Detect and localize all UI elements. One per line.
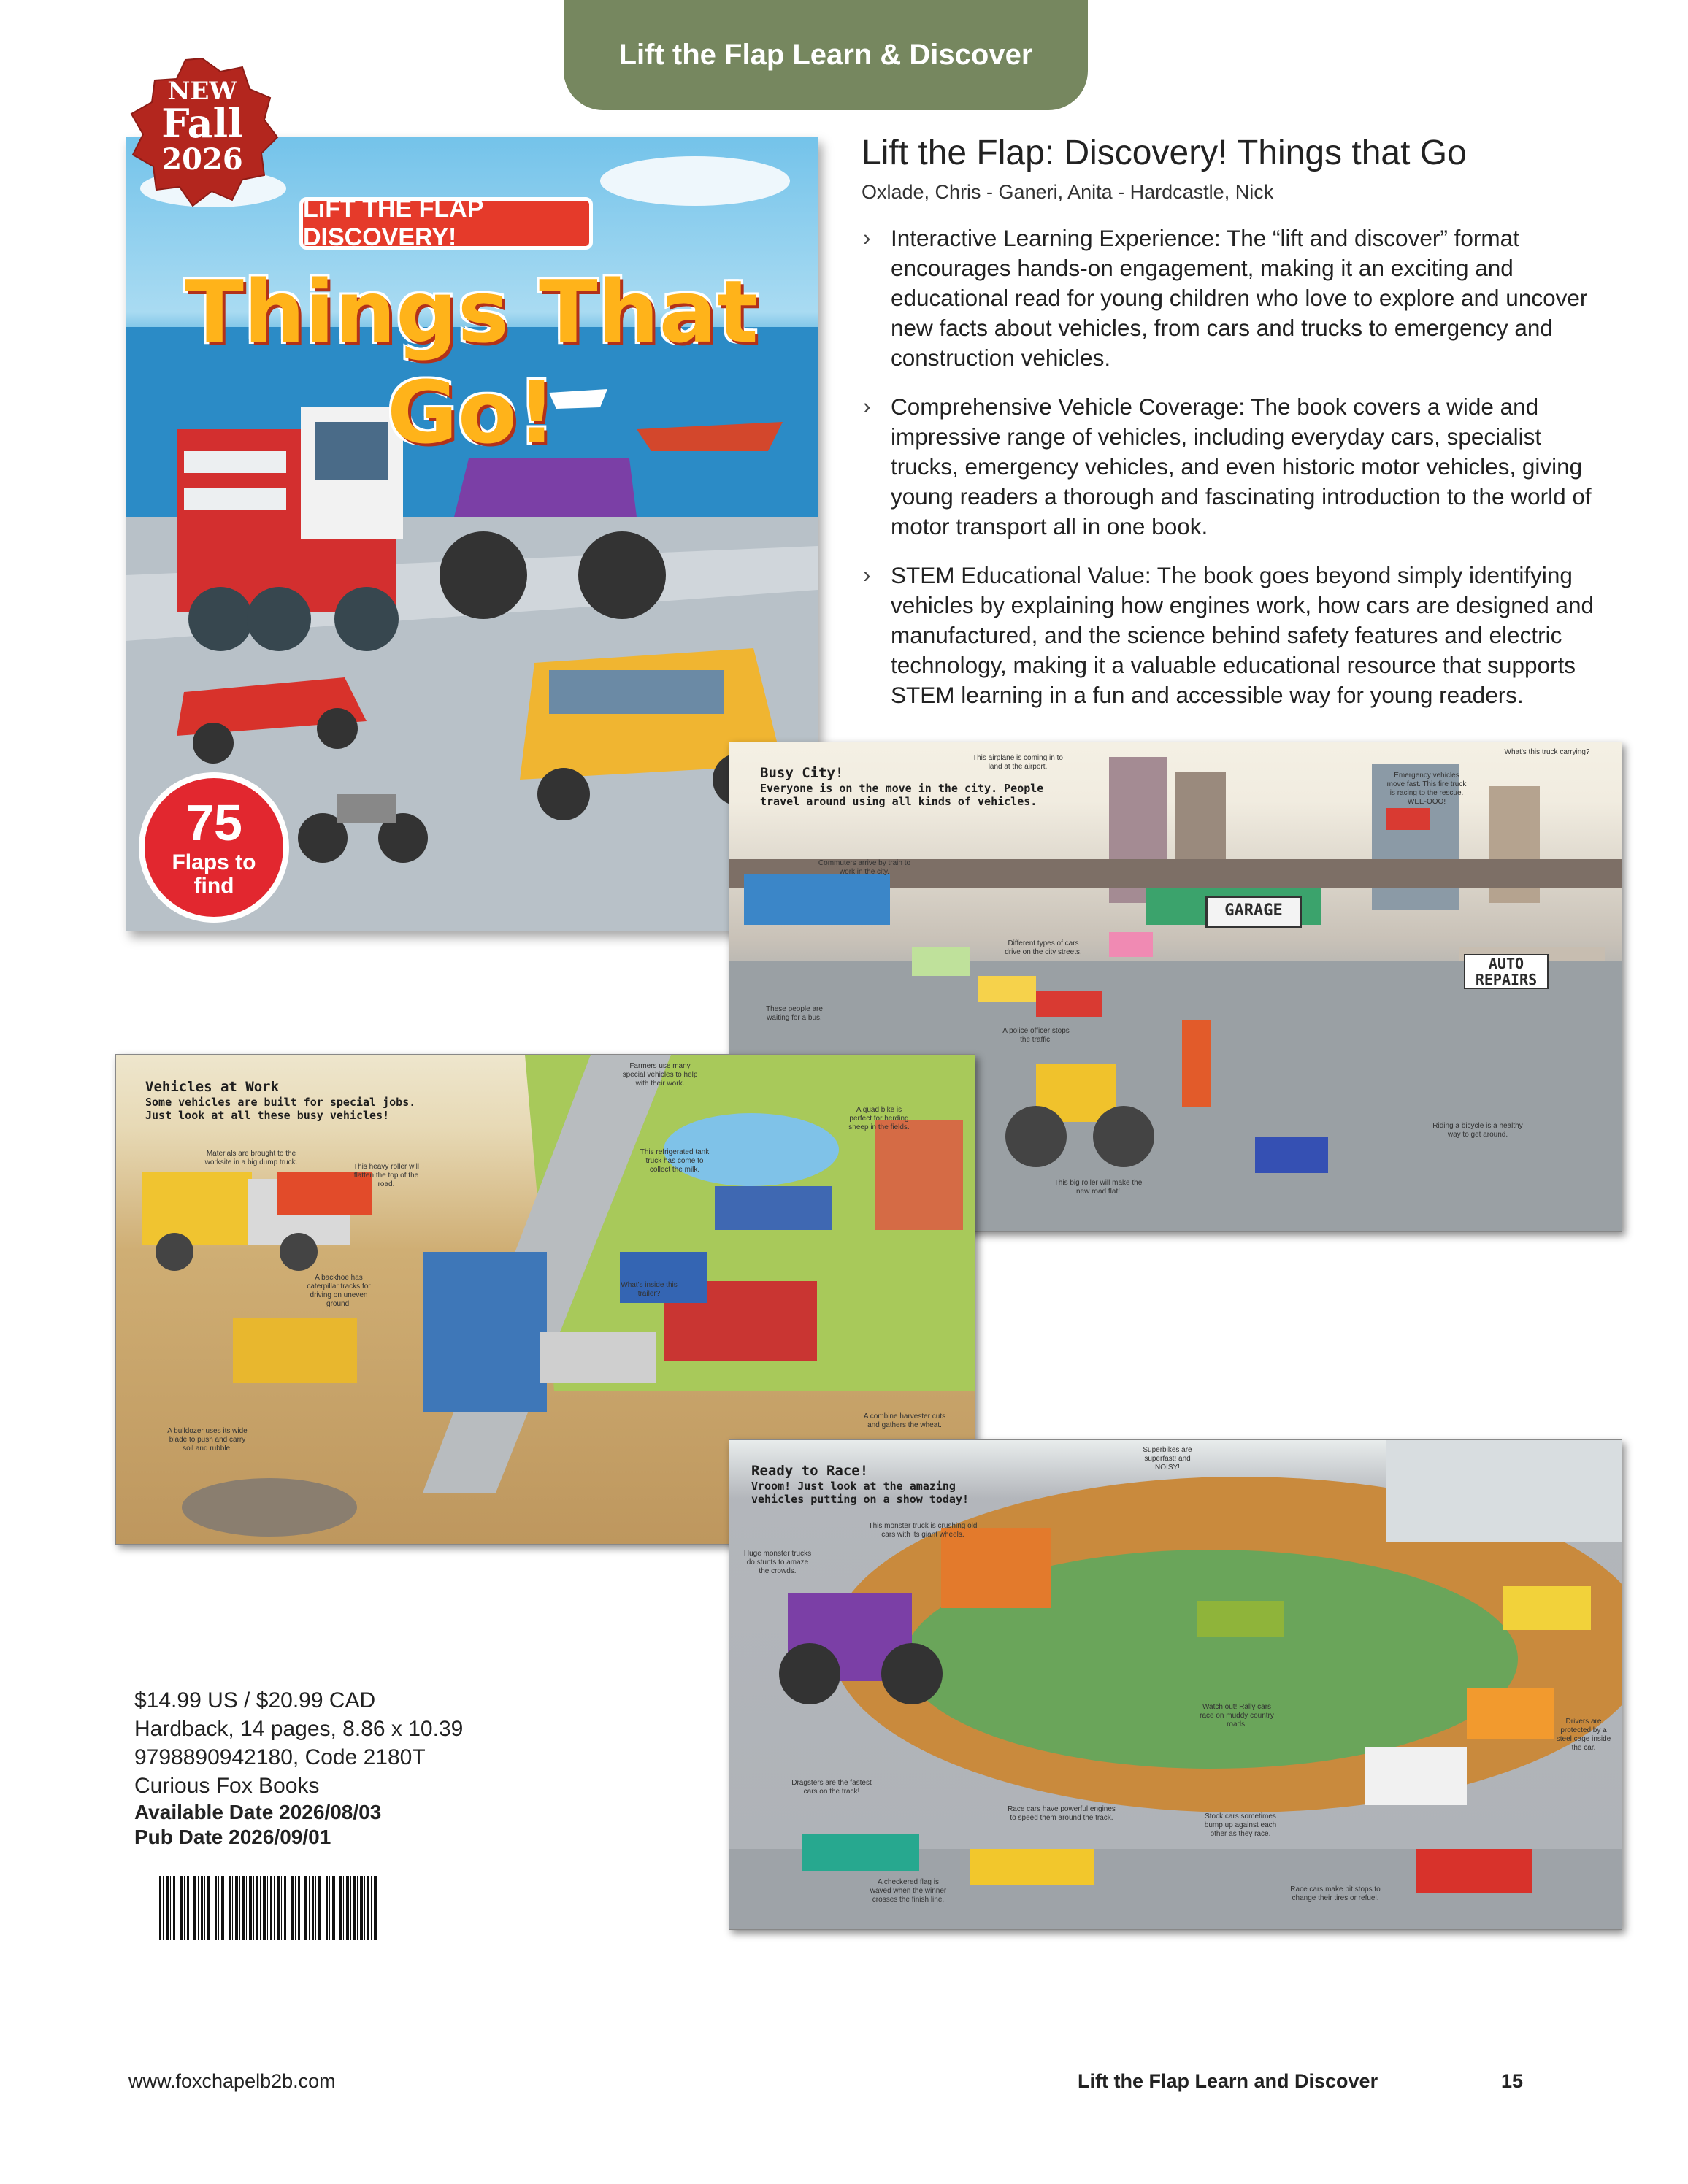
publisher-text: Curious Fox Books: [134, 1774, 320, 1798]
series-logo: LiFT THE FLAP DISCOVERY!: [299, 197, 593, 250]
cover-title: Things That Go!: [185, 261, 759, 463]
flaps-text-1: Flaps to: [172, 850, 256, 874]
race-subheading-2: vehicles putting on a show today!: [751, 1493, 970, 1506]
city-subheading-1: Everyone is on the move in the city. People: [760, 782, 1044, 795]
caption: Commuters arrive by train to work in the city.: [818, 859, 911, 876]
caption: Dragsters are the fastest cars on the track!: [791, 1779, 872, 1796]
badge-fall-text: Fall: [161, 100, 243, 147]
flaps-badge: [139, 772, 289, 923]
caption: Superbikes are superfast! and NOISY!: [1143, 1446, 1192, 1472]
caption: A backhoe has caterpillar tracks for driving on uneven ground.: [307, 1274, 371, 1308]
caption: Stock cars sometimes bump up against each other as they race.: [1204, 1812, 1277, 1838]
footer-section: Lift the Flap Learn and Discover: [1078, 2070, 1378, 2092]
barcode-image: [159, 1876, 378, 1940]
work-heading-title: Vehicles at Work: [145, 1079, 280, 1095]
caption: Different types of cars drive on the city streets.: [1005, 939, 1082, 956]
caption: A combine harvester cuts and gathers the wheat.: [863, 1412, 946, 1429]
product-details: [134, 1686, 463, 1850]
work-subheading-2: Just look at all these busy vehicles!: [145, 1109, 390, 1122]
caption: A checkered flag is waved when the winner crosses the finish line.: [870, 1878, 947, 1904]
feature-item: › Interactive Learning Experience: The “lift and discover” format encourages hands-on engagement, making it an exciting and educational read for young children who love to explore and uncover new facts about vehicles, from cars and trucks to emergency and construction vehicles.: [862, 223, 1606, 373]
caption: Farmers use many special vehicles to help with their work.: [622, 1062, 698, 1088]
caption: These people are waiting for a bus.: [766, 1005, 823, 1022]
race-heading: [751, 1462, 969, 1506]
city-subheading-2: travel around using all kinds of vehicles.: [760, 795, 1037, 808]
caption: Riding a bicycle is a healthy way to get around.: [1432, 1122, 1523, 1139]
caption: This monster truck is crushing old cars with its giant wheels.: [868, 1522, 978, 1539]
work-heading: [145, 1078, 415, 1122]
book-cover-image: [126, 137, 818, 931]
race-heading-title: Ready to Race!: [751, 1463, 869, 1479]
city-heading-title: Busy City!: [760, 765, 844, 781]
new-fall-badge: [126, 55, 279, 209]
caption: Materials are brought to the worksite in a big dump truck.: [204, 1150, 298, 1166]
caption: Race cars make pit stops to change their tires or refuel.: [1290, 1885, 1381, 1902]
caption: Watch out! Rally cars race on muddy country roads.: [1200, 1703, 1274, 1729]
badge-year-text: 2026: [161, 142, 243, 177]
race-subheading-1: Vroom! Just look at the amazing: [751, 1480, 956, 1493]
caption: This heavy roller will flatten the top of the road.: [353, 1163, 420, 1188]
feature-list: [862, 223, 1606, 729]
pub-date: Pub Date 2026/09/01: [134, 1826, 331, 1848]
available-date: Available Date 2026/08/03: [134, 1801, 382, 1823]
caption: A bulldozer uses its wide blade to push and carry soil and rubble.: [167, 1427, 248, 1453]
section-tab-label: Lift the Flap Learn & Discover: [618, 39, 1033, 71]
auto-repairs-line-1: AUTO: [1488, 955, 1524, 972]
flaps-count: 75: [185, 794, 242, 851]
auto-repairs-sign: [1464, 954, 1549, 989]
footer-url[interactable]: www.foxchapelb2b.com: [128, 2070, 336, 2092]
caption: Drivers are protected by a steel cage inside the car.: [1556, 1718, 1611, 1752]
caption: Emergency vehicles move fast. This fire truck is racing to the rescue. WEE-OOO!: [1386, 772, 1467, 806]
auto-repairs-line-2: REPAIRS: [1475, 971, 1538, 988]
caption: This refrigerated tank truck has come to collect the milk.: [640, 1148, 710, 1174]
book-title: Lift the Flap: Discovery! Things that Go: [862, 134, 1467, 172]
page-number: 15: [1501, 2070, 1524, 2092]
feature-item: › Comprehensive Vehicle Coverage: The book covers a wide and impressive range of vehicles, including everyday cars, specialist trucks, emergency vehicles, and even historic motor vehicles, giving young readers a thorough and fascinating introduction to the world of motor transport all in one book.: [862, 392, 1606, 542]
garage-sign: GARAGE: [1205, 896, 1302, 928]
price-text: $14.99 US / $20.99 CAD: [134, 1688, 376, 1712]
book-authors: Oxlade, Chris - Ganeri, Anita - Hardcastle, Nick: [862, 181, 1274, 203]
caption: This airplane is coming in to land at the airport.: [972, 754, 1063, 771]
work-subheading-1: Some vehicles are built for special jobs.: [145, 1096, 416, 1109]
caption: What's inside this trailer?: [621, 1281, 678, 1298]
flaps-text-2: find: [193, 874, 234, 898]
caption: Race cars have powerful engines to speed them around the track.: [1008, 1805, 1116, 1822]
caption: This big roller will make the new road flat!: [1054, 1179, 1143, 1196]
caption: Huge monster trucks do stunts to amaze the crowds.: [743, 1550, 812, 1575]
caption: A quad bike is perfect for herding sheep in the fields.: [848, 1106, 910, 1131]
race-illustration: [729, 1440, 1622, 1929]
caption: What's this truck carrying?: [1504, 748, 1590, 756]
format-text: Hardback, 14 pages, 8.86 x 10.39: [134, 1717, 464, 1741]
feature-item: › STEM Educational Value: The book goes beyond simply identifying vehicles by explaining how engines work, how cars are designed and manufactured, and the science behind safety features and electric technology, making it a valuable educational resource that supports STEM learning in a fun and accessible way for young readers.: [862, 561, 1606, 710]
badge-new-text: NEW: [167, 77, 237, 106]
isbn-text: 9798890942180, Code 2180T: [134, 1745, 426, 1769]
section-tab: [564, 0, 1088, 110]
caption: A police officer stops the traffic.: [1002, 1027, 1070, 1044]
spread-ready-to-race: [729, 1439, 1622, 1930]
